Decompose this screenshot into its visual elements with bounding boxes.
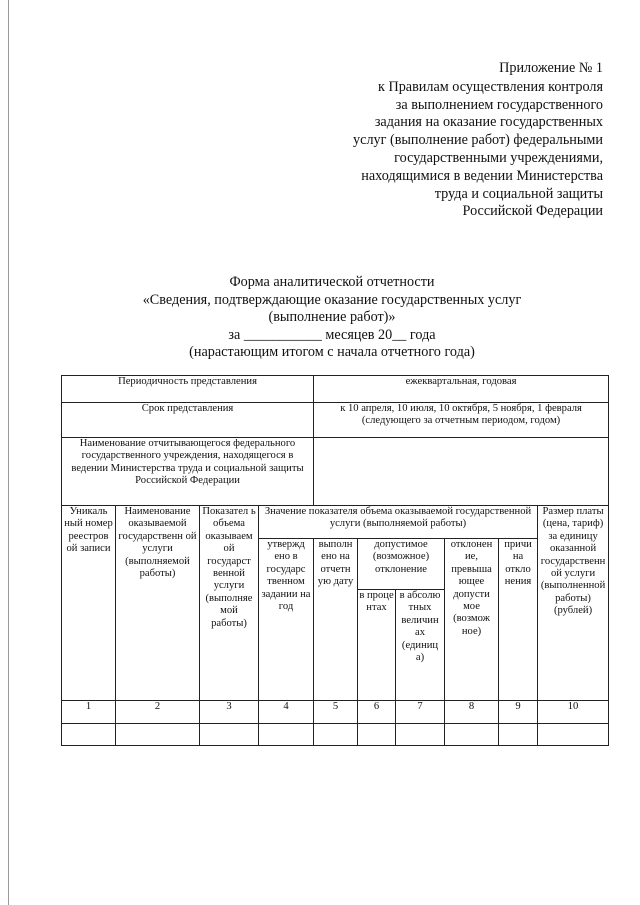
- column-number: 2: [116, 701, 200, 724]
- table-cell[interactable]: [499, 724, 538, 746]
- table-cell[interactable]: [62, 724, 116, 746]
- column-number: 5: [314, 701, 358, 724]
- periodicity-label: Периодичность представления: [62, 376, 314, 403]
- col-fee-header: Размер платы (цена, тариф) за единицу оказанной государственн ой услуги (выполненной работы) (рублей): [538, 506, 609, 701]
- form-title-line: «Сведения, подтверждающие оказание государственных услуг: [142, 291, 522, 308]
- deadline-value: к 10 апреля, 10 июля, 10 октября, 5 ноября, 1 февраля (следующего за отчетным периодом, годом): [314, 403, 609, 438]
- table-row: [62, 724, 609, 746]
- col-volume-value-group-header: Значение показателя объема оказываемой государственной услуги (выполняемой работы): [259, 506, 538, 539]
- deadline-row: [62, 403, 609, 438]
- col-excess-deviation-header: отклонен ие, превыша ющее допусти мое (возмож ное): [445, 539, 499, 701]
- form-title-line: (нарастающим итогом с начала отчетного года): [189, 344, 475, 360]
- table-cell[interactable]: [116, 724, 200, 746]
- column-number: 3: [200, 701, 259, 724]
- appendix-line: за выполнением государственного: [395, 96, 603, 113]
- table-cell[interactable]: [200, 724, 259, 746]
- col-approved-header: утвержд ено в государс твенном задании на год: [259, 539, 314, 701]
- col-registry-number-header: Уникаль ный номер реестров ой записи: [62, 506, 116, 701]
- reporting-period-line: за ___________ месяцев 20__ года: [228, 326, 436, 343]
- column-number: 4: [259, 701, 314, 724]
- table-cell[interactable]: [445, 724, 499, 746]
- institution-label: Наименование отчитывающегося федерального государственного учреждения, находящегося в ведении Министерства труда и социальной защиты Российской Федерации: [62, 438, 314, 506]
- appendix-line: находящимися в ведении Министерства: [361, 167, 603, 184]
- periodicity-value: ежеквартальная, годовая: [314, 376, 609, 403]
- column-number: 9: [499, 701, 538, 724]
- appendix-line: Российской Федерации: [462, 203, 603, 220]
- appendix-line: к Правилам осуществления контроля: [378, 78, 603, 95]
- appendix-line: государственными учреждениями,: [394, 149, 603, 166]
- column-number: 6: [358, 701, 396, 724]
- table-cell[interactable]: [314, 724, 358, 746]
- form-title: [0, 274, 640, 362]
- form-title-line: (выполнение работ)»: [268, 309, 396, 325]
- column-number: 10: [538, 701, 609, 724]
- deadline-label: Срок представления: [62, 403, 314, 438]
- col-service-name-header: Наименование оказываемой государственн ой услуги (выполняемой работы): [116, 506, 200, 701]
- appendix-line: задания на оказание государственных: [374, 114, 603, 131]
- column-number: 7: [396, 701, 445, 724]
- table-cell[interactable]: [396, 724, 445, 746]
- appendix-line: труда и социальной защиты: [434, 185, 603, 202]
- column-number: 8: [445, 701, 499, 724]
- col-volume-indicator-header: Показател ь объема оказываем ой государст венной услуги (выполняе мой работы): [200, 506, 259, 701]
- table-cell[interactable]: [259, 724, 314, 746]
- col-deviation-percent-header: в проце нтах: [358, 590, 396, 701]
- periodicity-row: [62, 376, 609, 403]
- col-deviation-absolute-header: в абсолю тных величин ах (единиц а): [396, 590, 445, 701]
- col-allowed-deviation-header: допустимое (возможное) отклонение: [358, 539, 445, 590]
- column-number: 1: [62, 701, 116, 724]
- col-completed-header: выполн ено на отчетн ую дату: [314, 539, 358, 701]
- appendix-title: Приложение № 1: [499, 60, 603, 76]
- institution-name-field[interactable]: [314, 438, 609, 506]
- col-deviation-reason-header: причи на откло нения: [499, 539, 538, 701]
- column-number-row: [62, 701, 609, 724]
- table-cell[interactable]: [358, 724, 396, 746]
- report-table: [61, 375, 609, 746]
- table-cell[interactable]: [538, 724, 609, 746]
- appendix-line: услуг (выполнение работ) федеральными: [353, 132, 603, 149]
- column-header-row: [62, 506, 609, 539]
- institution-row: [62, 438, 609, 506]
- appendix-header: [353, 60, 603, 221]
- form-title-line: Форма аналитической отчетности: [229, 274, 435, 290]
- page-edge: [8, 0, 9, 905]
